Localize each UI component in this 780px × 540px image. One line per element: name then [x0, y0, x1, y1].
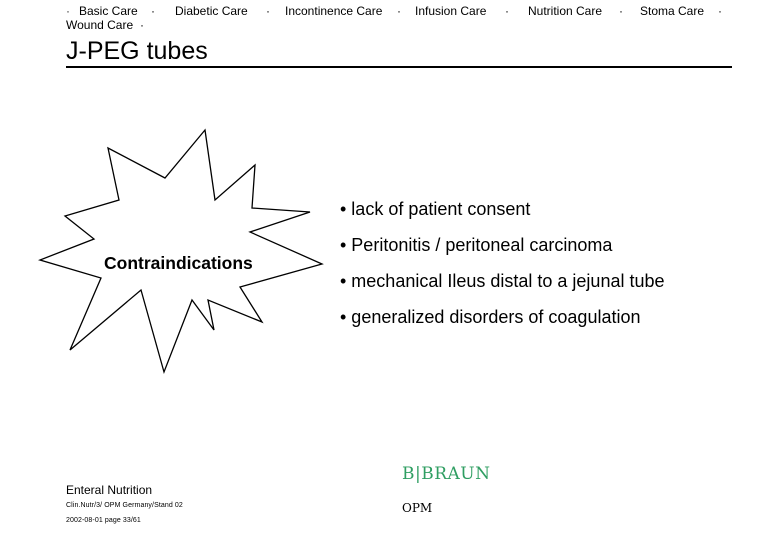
nav-infusion-care[interactable]: Infusion Care: [415, 4, 487, 18]
nav-stoma-care[interactable]: Stoma Care: [640, 4, 705, 18]
nav-separator: ·: [397, 4, 401, 18]
nav-separator: ·: [718, 4, 722, 18]
nav-wound-care[interactable]: Wound Care: [66, 18, 134, 32]
nav-separator: ·: [505, 4, 509, 18]
nav-separator: ·: [266, 4, 270, 18]
nav-basic-care[interactable]: Basic Care: [79, 4, 138, 18]
nav-separator: ·: [66, 4, 70, 18]
nav-nutrition-care[interactable]: Nutrition Care: [528, 4, 603, 18]
nav-diabetic-care[interactable]: Diabetic Care: [175, 4, 248, 18]
footer-title: Enteral Nutrition: [66, 483, 153, 497]
footer-page-info: 2002-08-01 page 33/61: [66, 517, 141, 524]
list-item: • lack of patient consent: [340, 199, 531, 219]
list-item: • Peritonitis / peritoneal carcinoma: [340, 235, 613, 255]
bbraun-logo: B|BRAUN: [402, 464, 491, 484]
list-item: • mechanical Ileus distal to a jejunal tube: [340, 271, 665, 291]
logo-subtitle: OPM: [402, 501, 433, 515]
footer-reference: Clin.Nutr/3/ OPM Germany/Stand 02: [66, 502, 183, 509]
page-title: J-PEG tubes: [66, 37, 208, 65]
nav-incontinence-care[interactable]: Incontinence Care: [285, 4, 383, 18]
nav-separator: ·: [151, 4, 155, 18]
nav-separator: ·: [619, 4, 623, 18]
list-item: • generalized disorders of coagulation: [340, 307, 641, 327]
starburst-label: Contraindications: [104, 253, 253, 273]
nav-separator: ·: [140, 18, 144, 32]
